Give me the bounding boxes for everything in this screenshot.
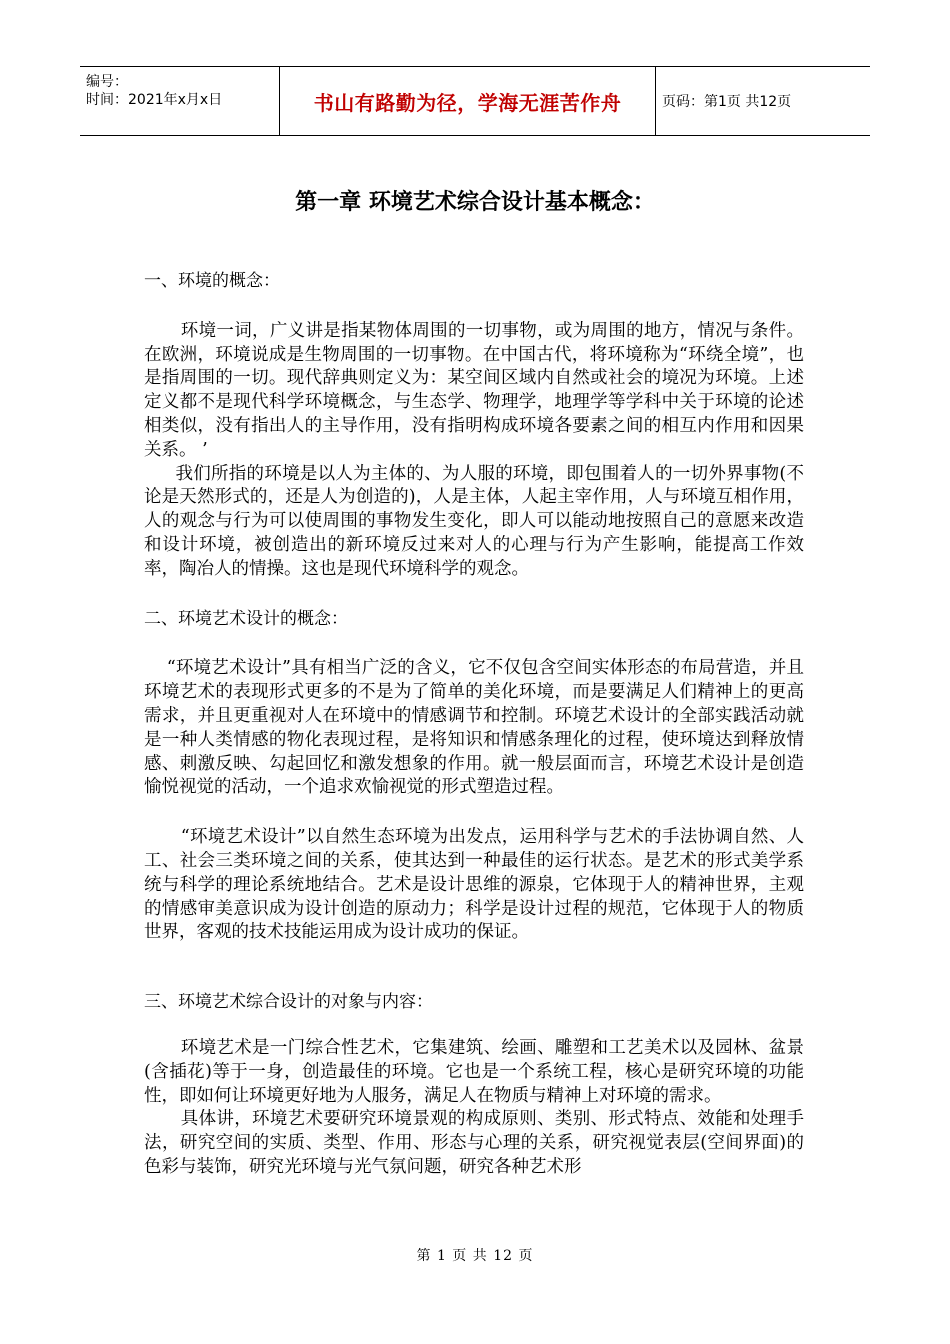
header-motto-cell: [280, 67, 656, 135]
section-heading: 一、环境的概念：: [144, 271, 280, 291]
document-body: [144, 270, 804, 1180]
paragraph: “环境艺术设计”具有相当广泛的含义，它不仅包含空间实体形态的布局营造，并且环境艺术的表现形式更多的不是为了简单的美化环境，而是要满足人们精神上的更高需求，并且更重视对人在环境中的情感调节和控制。环境艺术设计的全部实践活动就是一种人类情感的物化表现过程，是将知识和情感条理化的过程，使环境达到释放情感、刺激反映、勾起回忆和激发想象的作用。就一般层面而言，环境艺术设计是创造愉悦视觉的活动，一个追求欢愉视觉的形式塑造过程。: [144, 658, 804, 798]
paragraph: 环境艺术是一门综合性艺术，它集建筑、绘画、雕塑和工艺美术以及园林、盆景(含插花)等于一身，创造最佳的环境。它也是一个系统工程，核心是研究环境的功能性，即如何让环境更好地为人服务，满足人在物质与精神上对环境的需求。: [144, 1037, 804, 1106]
page-info: 页码：第1页 共12页: [662, 94, 792, 110]
section-heading: 二、环境艺术设计的概念：: [144, 608, 348, 629]
time-label: 时间：2021年x月x日: [86, 92, 223, 108]
motto: 书山有路勤为径，学海无涯苦作舟: [313, 90, 622, 115]
section-heading: 三、环境艺术综合设计的对象与内容：: [144, 992, 433, 1013]
paragraph: 具体讲，环境艺术要研究环境景观的构成原则、类别、形式特点、效能和处理手法，研究空间的实质、类型、作用、形态与心理的关系，研究视觉表层(空间界面)的色彩与装饰，研究光环境与光气氛问题，研究各种艺术形: [144, 1109, 804, 1177]
header-page-cell: [656, 67, 870, 135]
number-label: 编号：: [86, 74, 128, 90]
paragraph: 我们所指的环境是以人为主体的、为人服的环境，即包围着人的一切外界事物(不论是天然形式的，还是人为创造的)，人是主体，人起主宰作用，人与环境互相作用，人的观念与行为可以使周围的事物发生变化，即人可以能动地按照自己的意愿来改造和设计环境，被创造出的新环境反过来对人的心理与行为产生影响，能提高工作效率，陶冶人的情操。这也是现代环境科学的观念。: [144, 463, 804, 579]
header-meta: [80, 67, 280, 135]
document-header: [80, 66, 870, 136]
paragraph: “环境艺术设计”以自然生态环境为出发点，运用科学与艺术的手法协调自然、人工、社会三类环境之间的关系，使其达到一种最佳的运行状态。是艺术的形式美学系统与科学的理论系统地结合。艺术是设计思维的源泉，它体现于人的精神世界，主观的情感审美意识成为设计创造的原动力；科学是设计过程的规范，它体现于人的物质世界，客观的技术技能运用成为设计成功的保证。: [144, 827, 804, 943]
chapter-title: 第一章 环境艺术综合设计基本概念：: [295, 190, 655, 215]
page-footer: 第 1 页 共 12 页: [416, 1248, 534, 1264]
paragraph: 环境一词，广义讲是指某物体周围的一切事物，或为周围的地方，情况与条件。在欧洲，环境说成是生物周围的一切事物。在中国古代，将环境称为“环绕全境”，也是指周围的一切。现代辞典则定义为：某空间区域内自然或社会的境况为环境。上述定义都不是现代科学环境概念，与生态学、物理学，地理学等学科中关于环境的论述相类似，没有指出人的主导作用，没有指明构成环境各要素之间的相互内作用和因果关系。 ’: [144, 320, 804, 460]
